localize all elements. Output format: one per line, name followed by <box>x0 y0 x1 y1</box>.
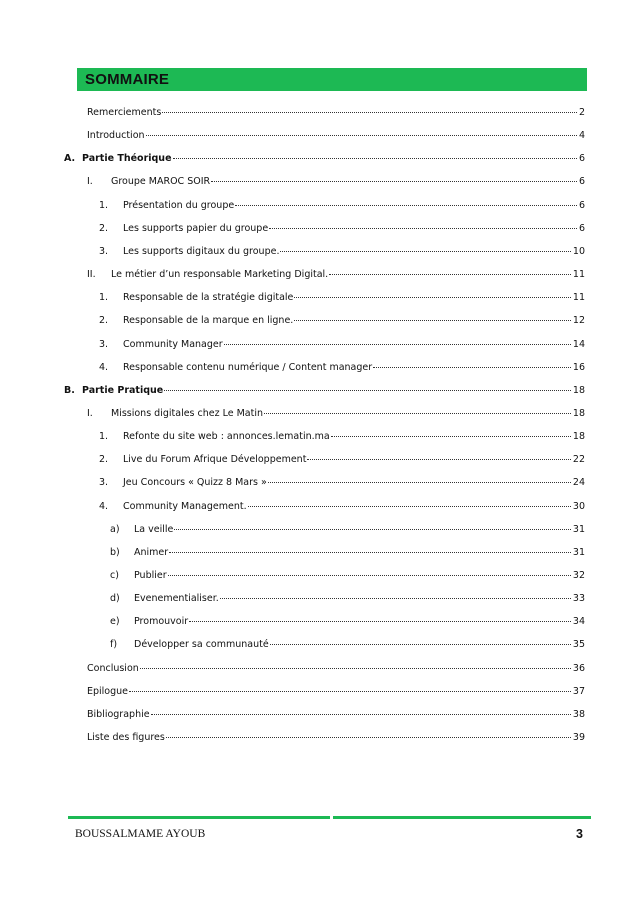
toc-entry[interactable] <box>110 593 585 611</box>
toc-entry-page: 24 <box>572 477 585 489</box>
toc-entry-label: Jeu Concours « Quizz 8 Mars » <box>123 477 267 489</box>
toc-entry-leader <box>129 690 571 692</box>
toc-entry-page: 30 <box>572 500 585 512</box>
toc-entry-label: Les supports digitaux du groupe. <box>123 245 280 257</box>
toc-entry-label: Groupe MAROC SOIR <box>111 176 211 188</box>
toc-entry-number: 1. <box>99 199 109 211</box>
toc-entry-leader <box>235 204 577 206</box>
toc-entry-page: 11 <box>572 269 585 281</box>
toc-entry[interactable] <box>99 362 585 380</box>
toc-entry[interactable] <box>64 153 585 171</box>
footer-author: BOUSSALMAME AYOUB <box>75 828 206 840</box>
toc-entry[interactable] <box>110 616 585 634</box>
toc-entry-leader <box>162 111 577 113</box>
toc-entry-leader <box>174 528 571 530</box>
toc-entry-leader <box>294 319 571 321</box>
toc-entry-page: 36 <box>572 662 585 674</box>
toc-entry-label: Conclusion <box>87 662 139 674</box>
footer-divider-left <box>68 816 330 819</box>
toc-entry-leader <box>164 389 571 391</box>
toc-entry-leader <box>173 157 577 159</box>
toc-entry[interactable] <box>99 339 585 357</box>
toc-entry[interactable] <box>110 639 585 657</box>
toc-entry-label: Présentation du groupe <box>123 199 235 211</box>
toc-entry-leader <box>269 227 577 229</box>
toc-entry-page: 6 <box>578 176 585 188</box>
toc-entry-leader <box>264 412 571 414</box>
toc-entry-leader <box>151 713 571 715</box>
toc-entry-number: II. <box>87 269 96 281</box>
toc-entry-label: Remerciements <box>87 107 162 118</box>
toc-entry-leader <box>248 505 571 507</box>
footer-divider-right <box>333 816 591 819</box>
page-title: SOMMAIRE <box>85 71 170 88</box>
toc-entry-label: La veille <box>134 523 174 535</box>
toc-entry-leader <box>220 597 571 599</box>
toc-entry-leader <box>268 481 571 483</box>
toc-entry-number: f) <box>110 639 118 651</box>
toc-entry[interactable] <box>87 107 585 125</box>
toc-entry-number: B. <box>64 384 75 396</box>
toc-entry-number: 2. <box>99 454 109 466</box>
toc-entry[interactable] <box>87 709 585 727</box>
toc-entry-label: Le métier d’un responsable Marketing Digital. <box>111 269 329 281</box>
toc-entry-label: Partie Pratique <box>82 384 164 396</box>
toc-entry-number: 3. <box>99 477 109 489</box>
toc-entry-page: 37 <box>572 685 585 697</box>
toc-entry-page: 33 <box>572 593 585 605</box>
toc-entry-page: 32 <box>572 570 585 581</box>
toc-entry-label: Promouvoir <box>134 616 189 628</box>
toc-entry-page: 6 <box>578 222 585 234</box>
toc-entry-leader <box>307 458 570 460</box>
toc-entry-number: 2. <box>99 222 109 234</box>
toc-entry-label: Missions digitales chez Le Matin <box>111 407 264 419</box>
toc-entry-leader <box>294 296 571 298</box>
toc-entry-page: 31 <box>572 546 585 558</box>
toc-entry[interactable] <box>99 200 585 218</box>
sommaire-title-bar <box>77 68 587 91</box>
toc-entry[interactable] <box>110 570 585 588</box>
toc-entry-number: a) <box>110 523 120 535</box>
toc-entry-page: 35 <box>572 639 585 651</box>
toc-entry[interactable] <box>99 501 585 519</box>
toc-entry-label: Epilogue <box>87 685 129 697</box>
toc-entry[interactable] <box>99 246 585 264</box>
toc-entry-leader <box>211 180 577 182</box>
toc-entry-page: 12 <box>572 315 585 327</box>
toc-entry-label: Responsable contenu numérique / Content manager <box>123 361 373 373</box>
toc-entry[interactable] <box>64 385 585 403</box>
toc-entry-label: Responsable de la marque en ligne. <box>123 315 294 327</box>
toc-entry-number: 1. <box>99 292 109 304</box>
toc-entry[interactable] <box>99 454 585 472</box>
toc-entry-leader <box>169 551 571 553</box>
toc-entry-label: Bibliographie <box>87 708 150 720</box>
toc-entry-page: 2 <box>578 107 585 118</box>
toc-entry[interactable] <box>87 663 585 681</box>
toc-entry-page: 16 <box>572 361 585 373</box>
toc-entry-leader <box>280 250 570 252</box>
toc-entry-label: Evenementialiser. <box>134 593 219 605</box>
toc-entry-page: 11 <box>572 292 585 304</box>
toc-entry-leader <box>189 620 571 622</box>
toc-entry-number: 4. <box>99 500 109 512</box>
toc-entry-number: 3. <box>99 245 109 257</box>
toc-entry-leader <box>146 134 577 136</box>
footer-page-number: 3 <box>576 827 583 841</box>
toc-entry-label: Refonte du site web : annonces.lematin.ma <box>123 431 330 443</box>
toc-entry[interactable] <box>110 524 585 542</box>
toc-entry-label: Les supports papier du groupe <box>123 222 269 234</box>
toc-entry-label: Développer sa communauté <box>134 639 269 651</box>
toc-entry-leader <box>168 574 571 576</box>
toc-entry-page: 10 <box>572 245 585 257</box>
toc-entry-label: Community Manager <box>123 338 223 350</box>
toc-entry-number: 1. <box>99 431 109 443</box>
toc-entry-leader <box>224 343 571 345</box>
toc-entry-page: 31 <box>572 523 585 535</box>
toc-entry-page: 18 <box>572 384 585 396</box>
toc-entry-label: Animer <box>134 546 169 558</box>
toc-entry[interactable] <box>110 547 585 565</box>
toc-entry-label: Partie Théorique <box>82 153 172 165</box>
toc-entry-page: 34 <box>572 616 585 628</box>
toc-entry[interactable] <box>99 431 585 449</box>
toc-entry-page: 4 <box>578 130 585 142</box>
toc-entry[interactable] <box>87 130 585 148</box>
toc-entry[interactable] <box>99 223 585 241</box>
toc-entry-number: e) <box>110 616 120 628</box>
toc-entry-label: Liste des figures <box>87 732 165 744</box>
toc-entry-page: 14 <box>572 338 585 350</box>
toc-entry-leader <box>331 435 571 437</box>
toc-entry-number: 3. <box>99 338 109 350</box>
toc-entry-number: I. <box>87 176 93 188</box>
toc-entry-number: b) <box>110 546 120 558</box>
toc-entry-number: c) <box>110 570 119 581</box>
toc-entry-page: 22 <box>572 454 585 466</box>
toc-entry-label: Live du Forum Afrique Développement <box>123 454 307 466</box>
toc-entry[interactable] <box>87 686 585 704</box>
toc-entry-page: 18 <box>572 407 585 419</box>
toc-entry-leader <box>329 273 571 275</box>
toc-entry-page: 18 <box>572 431 585 443</box>
toc-entry-label: Responsable de la stratégie digitale <box>123 292 294 304</box>
toc-entry[interactable] <box>99 477 585 495</box>
toc-entry-number: 4. <box>99 361 109 373</box>
toc-entry-leader <box>373 366 571 368</box>
toc-entry-number: 2. <box>99 315 109 327</box>
toc-entry-number: I. <box>87 407 93 419</box>
toc-entry-leader <box>270 643 571 645</box>
toc-entry[interactable] <box>87 269 585 287</box>
toc-entry[interactable] <box>87 408 585 426</box>
toc-entry-page: 6 <box>578 153 585 165</box>
toc-entry[interactable] <box>87 176 585 194</box>
toc-entry[interactable] <box>99 292 585 310</box>
toc-entry-leader <box>166 736 571 738</box>
toc-entry-number: A. <box>64 153 76 165</box>
toc-entry-label: Introduction <box>87 130 145 142</box>
toc-entry-label: Publier <box>134 570 167 581</box>
toc-entry-page: 6 <box>578 199 585 211</box>
toc-entry-label: Community Management. <box>123 500 247 512</box>
toc-entry-page: 39 <box>572 732 585 744</box>
toc-entry-page: 38 <box>572 708 585 720</box>
toc-entry[interactable] <box>87 732 585 750</box>
toc-entry-number: d) <box>110 593 120 605</box>
toc-entry-leader <box>140 667 571 669</box>
toc-entry[interactable] <box>99 315 585 333</box>
